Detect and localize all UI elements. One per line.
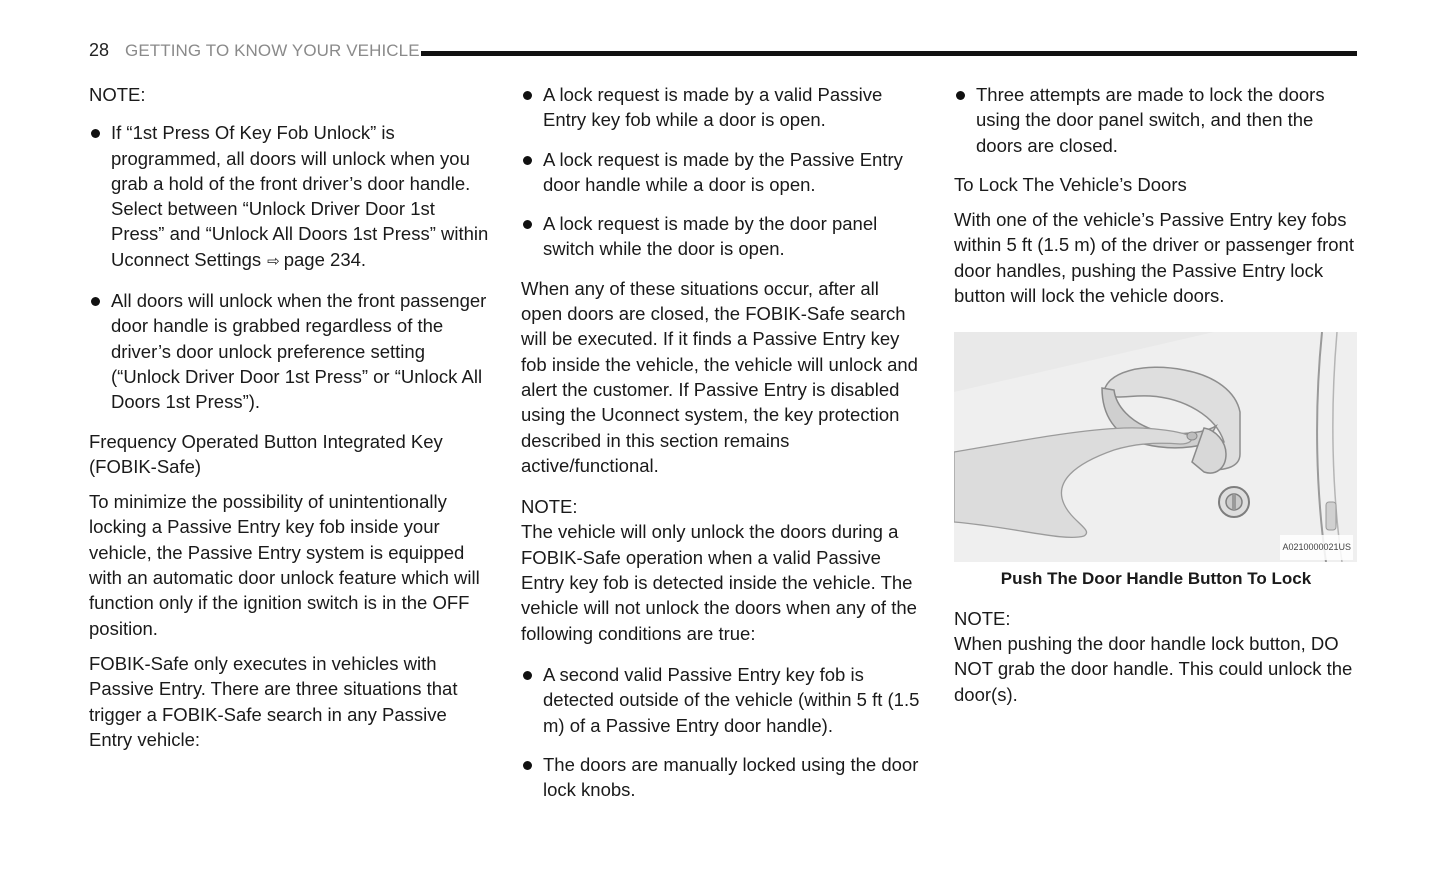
bullet-list — [521, 662, 925, 802]
note-text: When pushing the door handle lock button, DO NOT grab the door handle. This could unlock the door(s). — [954, 632, 1353, 705]
figure-code: A0210000021US — [1280, 535, 1353, 560]
page-header — [89, 38, 1357, 64]
note-block — [521, 494, 925, 646]
bullet-text: If “1st Press Of Key Fob Unlock” is programmed, all doors will unlock when you grab a hold of the front driver’s door handle. Select between “Unlock Driver Door 1st Press” and “Unlock All Doors 1st Press” within Uconnect Settings — [111, 122, 489, 270]
column-3 — [954, 82, 1358, 719]
header-rule — [421, 51, 1357, 56]
column-2 — [521, 82, 925, 816]
paragraph: When any of these situations occur, after all open doors are closed, the FOBIK-Safe search will be executed. If it finds a Passive Entry key fob inside the vehicle, the vehicle will unlock and alert the customer. If Passive Entry is disabled using the Uconnect system, the key protection described in this section remains active/functional. — [521, 277, 918, 476]
list-item: All doors will unlock when the front passenger door handle is grabbed regardless of the driver’s door unlock preference setting (“Unlock Driver Door 1st Press” or “Unlock All Doors 1st Press”). — [89, 288, 491, 414]
figure-caption: Push The Door Handle Button To Lock — [1000, 569, 1312, 589]
column-1 — [89, 82, 491, 762]
list-item: A second valid Passive Entry key fob is detected outside of the vehicle (within 5 ft (1.5 m) of a Passive Entry door handle). — [521, 662, 925, 738]
bullet-list — [954, 82, 1358, 158]
bullet-list — [521, 82, 925, 262]
section-title: GETTING TO KNOW YOUR VEHICLE — [125, 41, 420, 60]
list-item: Three attempts are made to lock the doors using the door panel switch, and then the doors are closed. — [954, 82, 1358, 158]
list-item: A lock request is made by a valid Passive Entry key fob while a door is open. — [521, 82, 925, 133]
paragraph: With one of the vehicle’s Passive Entry key fobs within 5 ft (1.5 m) of the driver or passenger front door handles, pushing the Passive Entry lock button will lock the vehicle doors. — [954, 209, 1354, 307]
note-label: NOTE: — [954, 607, 1011, 629]
page-reference-link[interactable]: page 234. — [283, 248, 367, 270]
note-label: NOTE: — [521, 496, 578, 518]
list-item: A lock request is made by the Passive Entry door handle while a door is open. — [521, 147, 925, 198]
list-item: The doors are manually locked using the door lock knobs. — [521, 752, 925, 803]
door-handle-illustration — [954, 332, 1357, 562]
page-reference-arrow-icon: ⇨ — [267, 252, 280, 270]
list-item: A lock request is made by the door panel switch while the door is open. — [521, 211, 925, 262]
paragraph: To minimize the possibility of unintentionally locking a Passive Entry key fob inside your vehicle, the Passive Entry system is equipped with an automatic door unlock feature which will function only if the ignition switch is in the OFF position. — [89, 491, 480, 639]
bullet-list — [89, 120, 491, 414]
paragraph: FOBIK-Safe only executes in vehicles with Passive Entry. There are three situations that trigger a FOBIK-Safe search in any Passive Entry vehicle: — [89, 652, 458, 750]
note-label: NOTE: — [89, 84, 146, 105]
note-block — [954, 606, 1358, 707]
note-text: The vehicle will only unlock the doors during a FOBIK-Safe operation when a valid Passive Entry key fob is detected inside the vehicle. The vehicle will not unlock the doors when any of the following conditions are true: — [521, 521, 917, 644]
subheading: To Lock The Vehicle’s Doors — [954, 173, 1187, 195]
door-handle-drawing — [954, 332, 1357, 562]
page-number: 28 — [89, 40, 110, 60]
subheading: Frequency Operated Button Integrated Key (FOBIK-Safe) — [89, 430, 443, 477]
list-item — [89, 120, 491, 274]
